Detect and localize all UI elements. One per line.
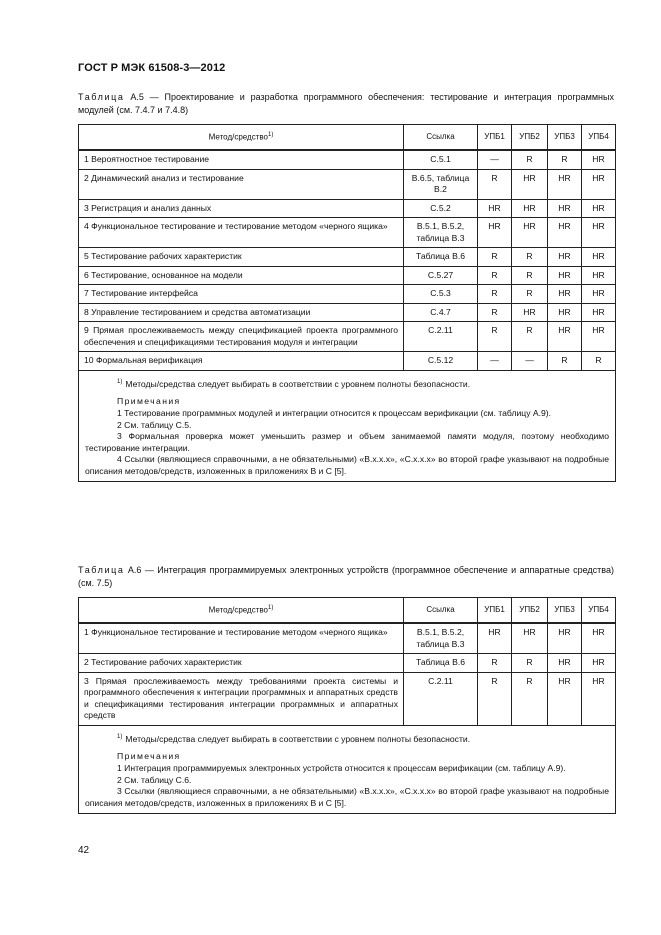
column-header-sil1: УПБ1 xyxy=(478,125,512,151)
column-header-sil1: УПБ1 xyxy=(478,598,512,624)
cell-sil4: HR xyxy=(582,672,616,725)
table-notes xyxy=(79,370,616,482)
note-item: 2 См. таблицу С.6. xyxy=(117,774,192,785)
cell-sil2: R xyxy=(512,654,548,673)
table-a5 xyxy=(78,124,616,482)
cell-method: 1 Вероятностное тестирование xyxy=(79,150,404,169)
table-row xyxy=(79,623,616,654)
cell-sil3: HR xyxy=(548,623,582,654)
cell-sil4: HR xyxy=(582,199,616,218)
cell-sil1: R xyxy=(478,303,512,322)
table-row xyxy=(79,150,616,169)
table-a5-body xyxy=(79,150,616,370)
cell-method: 2 Тестирование рабочих характеристик xyxy=(79,654,404,673)
cell-ref: C.2.11 xyxy=(404,322,478,352)
cell-ref: C.2.11 xyxy=(404,672,478,725)
table-a6-caption xyxy=(78,564,614,590)
column-header-sil3: УПБ3 xyxy=(548,598,582,624)
cell-ref: C.5.2 xyxy=(404,199,478,218)
table-row xyxy=(79,248,616,267)
table-row xyxy=(79,322,616,352)
cell-sil3: HR xyxy=(548,218,582,248)
table-row xyxy=(79,654,616,673)
cell-sil4: HR xyxy=(582,218,616,248)
cell-sil3: HR xyxy=(548,199,582,218)
cell-ref: B.5.1, B.5.2, таблица В.3 xyxy=(404,623,478,654)
cell-ref: C.5.12 xyxy=(404,352,478,371)
cell-sil4: HR xyxy=(582,654,616,673)
caption-label: Таблица xyxy=(78,565,125,575)
cell-sil1: — xyxy=(478,352,512,371)
column-header-ref: Ссылка xyxy=(404,125,478,151)
cell-sil2: HR xyxy=(512,623,548,654)
cell-sil4: HR xyxy=(582,285,616,304)
cell-sil3: HR xyxy=(548,672,582,725)
caption-label: Таблица xyxy=(78,92,125,102)
table-row xyxy=(79,303,616,322)
footnote: $^{1)}$ Методы/средства следует выбирать в соответствии с уровнем полноты безопасности. xyxy=(117,378,471,389)
cell-sil3: HR xyxy=(548,654,582,673)
note-item: 1 Интеграция программируемых электронных устройств относится к процессам верификации (см. таблицу А.9). xyxy=(117,763,566,774)
cell-method: 3 Регистрация и анализ данных xyxy=(79,199,404,218)
cell-sil4: HR xyxy=(582,303,616,322)
cell-sil2: R xyxy=(512,322,548,352)
table-notes-row xyxy=(79,370,616,482)
cell-ref: C.5.27 xyxy=(404,266,478,285)
cell-ref: C.4.7 xyxy=(404,303,478,322)
cell-ref: C.5.3 xyxy=(404,285,478,304)
column-header-sil3: УПБ3 xyxy=(548,125,582,151)
cell-sil2: R xyxy=(512,672,548,725)
cell-sil3: R xyxy=(548,150,582,169)
cell-sil3: HR xyxy=(548,285,582,304)
column-header-sil2: УПБ2 xyxy=(512,598,548,624)
note-item: 4 Ссылки (являющиеся справочными, а не обязательными) «В.х.х.х», «С.х.х.х» во второй графе указывают на подробные описания методов/средств, изложенных в приложениях В и С [5]. xyxy=(85,454,609,476)
cell-sil1: R xyxy=(478,322,512,352)
table-row xyxy=(79,169,616,199)
cell-sil2: R xyxy=(512,266,548,285)
cell-ref: Таблица В.6 xyxy=(404,654,478,673)
cell-sil4: HR xyxy=(582,623,616,654)
cell-ref: B.5.1, B.5.2, таблица В.3 xyxy=(404,218,478,248)
cell-method: 8 Управление тестированием и средства автоматизации xyxy=(79,303,404,322)
table-row xyxy=(79,266,616,285)
caption-text: А.6 — Интеграция программируемых электронных устройств (программное обеспечение и аппаратные средства) (см. 7.5) xyxy=(78,565,614,588)
table-row xyxy=(79,285,616,304)
note-item: 1 Тестирование программных модулей и интеграции относится к процессам верификации (см. таблицу А.9). xyxy=(117,408,552,419)
page-number: 42 xyxy=(78,845,90,856)
cell-sil3: HR xyxy=(548,248,582,267)
cell-sil2: HR xyxy=(512,218,548,248)
cell-ref: B.6.5, таблица В.2 xyxy=(404,169,478,199)
column-header-method: Метод/средство$^{1)}$ xyxy=(79,598,404,624)
cell-sil4: R xyxy=(582,352,616,371)
cell-sil1: R xyxy=(478,285,512,304)
cell-sil3: R xyxy=(548,352,582,371)
table-notes xyxy=(79,725,616,814)
note-item: 3 Ссылки (являющиеся справочными, а не обязательными) «В.х.х.х», «С.х.х.х» во второй графе указывают на подробные описания методов/средств, изложенных в приложениях В и С [5]. xyxy=(85,786,609,808)
column-header-sil4: УПБ4 xyxy=(582,598,616,624)
cell-sil2: HR xyxy=(512,199,548,218)
table-header-row xyxy=(79,598,616,624)
cell-method: 3 Прямая прослеживаемость между требованиями проекта системы и программного обеспечения к интеграции программных и аппаратных средств и спецификациями тестирования интеграции программных и аппаратных средств xyxy=(79,672,404,725)
cell-method: 5 Тестирование рабочих характеристик xyxy=(79,248,404,267)
cell-sil4: HR xyxy=(582,266,616,285)
cell-sil2: HR xyxy=(512,303,548,322)
cell-sil2: HR xyxy=(512,169,548,199)
cell-sil2: R xyxy=(512,285,548,304)
column-header-ref: Ссылка xyxy=(404,598,478,624)
cell-sil4: HR xyxy=(582,169,616,199)
cell-method: 6 Тестирование, основанное на модели xyxy=(79,266,404,285)
note-item: 2 См. таблицу С.5. xyxy=(117,419,192,430)
cell-sil1: R xyxy=(478,248,512,267)
cell-method: 2 Динамический анализ и тестирование xyxy=(79,169,404,199)
cell-sil2: R xyxy=(512,248,548,267)
table-row xyxy=(79,199,616,218)
cell-method: 7 Тестирование интерфейса xyxy=(79,285,404,304)
cell-method: 9 Прямая прослеживаемость между спецификацией проекта программного обеспечения и спецификациями тестирования модуля и интеграции xyxy=(79,322,404,352)
table-a5-caption xyxy=(78,91,614,117)
cell-sil2: R xyxy=(512,150,548,169)
table-a6 xyxy=(78,597,616,814)
cell-sil1: R xyxy=(478,169,512,199)
cell-sil1: HR xyxy=(478,623,512,654)
cell-sil4: HR xyxy=(582,248,616,267)
notes-title: Примечания xyxy=(117,750,181,761)
footnote: $^{1)}$ Методы/средства следует выбирать в соответствии с уровнем полноты безопасности. xyxy=(117,733,471,744)
cell-sil3: HR xyxy=(548,266,582,285)
table-row xyxy=(79,672,616,725)
cell-sil2: — xyxy=(512,352,548,371)
cell-method: 1 Функциональное тестирование и тестирование методом «черного ящика» xyxy=(79,623,404,654)
table-row xyxy=(79,218,616,248)
caption-text: А.5 — Проектирование и разработка программного обеспечения: тестирование и интеграция программных модулей (см. 7.4.7 и 7.4.8) xyxy=(78,92,614,115)
cell-sil1: HR xyxy=(478,199,512,218)
cell-sil3: HR xyxy=(548,303,582,322)
cell-sil3: HR xyxy=(548,322,582,352)
table-row xyxy=(79,352,616,371)
note-item: 3 Формальная проверка может уменьшить размер и объем занимаемой памяти модуля, поэтому необходимо тестирование интеграции. xyxy=(85,431,609,453)
column-header-sil4: УПБ4 xyxy=(582,125,616,151)
table-notes-row xyxy=(79,725,616,814)
cell-method: 10 Формальная верификация xyxy=(79,352,404,371)
cell-sil4: HR xyxy=(582,322,616,352)
cell-sil3: HR xyxy=(548,169,582,199)
cell-sil1: R xyxy=(478,266,512,285)
notes-title: Примечания xyxy=(117,395,181,406)
cell-ref: C.5.1 xyxy=(404,150,478,169)
cell-ref: Таблица В.6 xyxy=(404,248,478,267)
cell-sil1: R xyxy=(478,654,512,673)
document-header: ГОСТ Р МЭК 61508-3—2012 xyxy=(78,62,226,74)
cell-sil4: HR xyxy=(582,150,616,169)
table-header-row xyxy=(79,125,616,151)
column-header-method: Метод/средство$^{1)}$ xyxy=(79,125,404,151)
cell-method: 4 Функциональное тестирование и тестирование методом «черного ящика» xyxy=(79,218,404,248)
cell-sil1: R xyxy=(478,672,512,725)
column-header-sil2: УПБ2 xyxy=(512,125,548,151)
table-a6-body xyxy=(79,623,616,725)
cell-sil1: — xyxy=(478,150,512,169)
cell-sil1: HR xyxy=(478,218,512,248)
